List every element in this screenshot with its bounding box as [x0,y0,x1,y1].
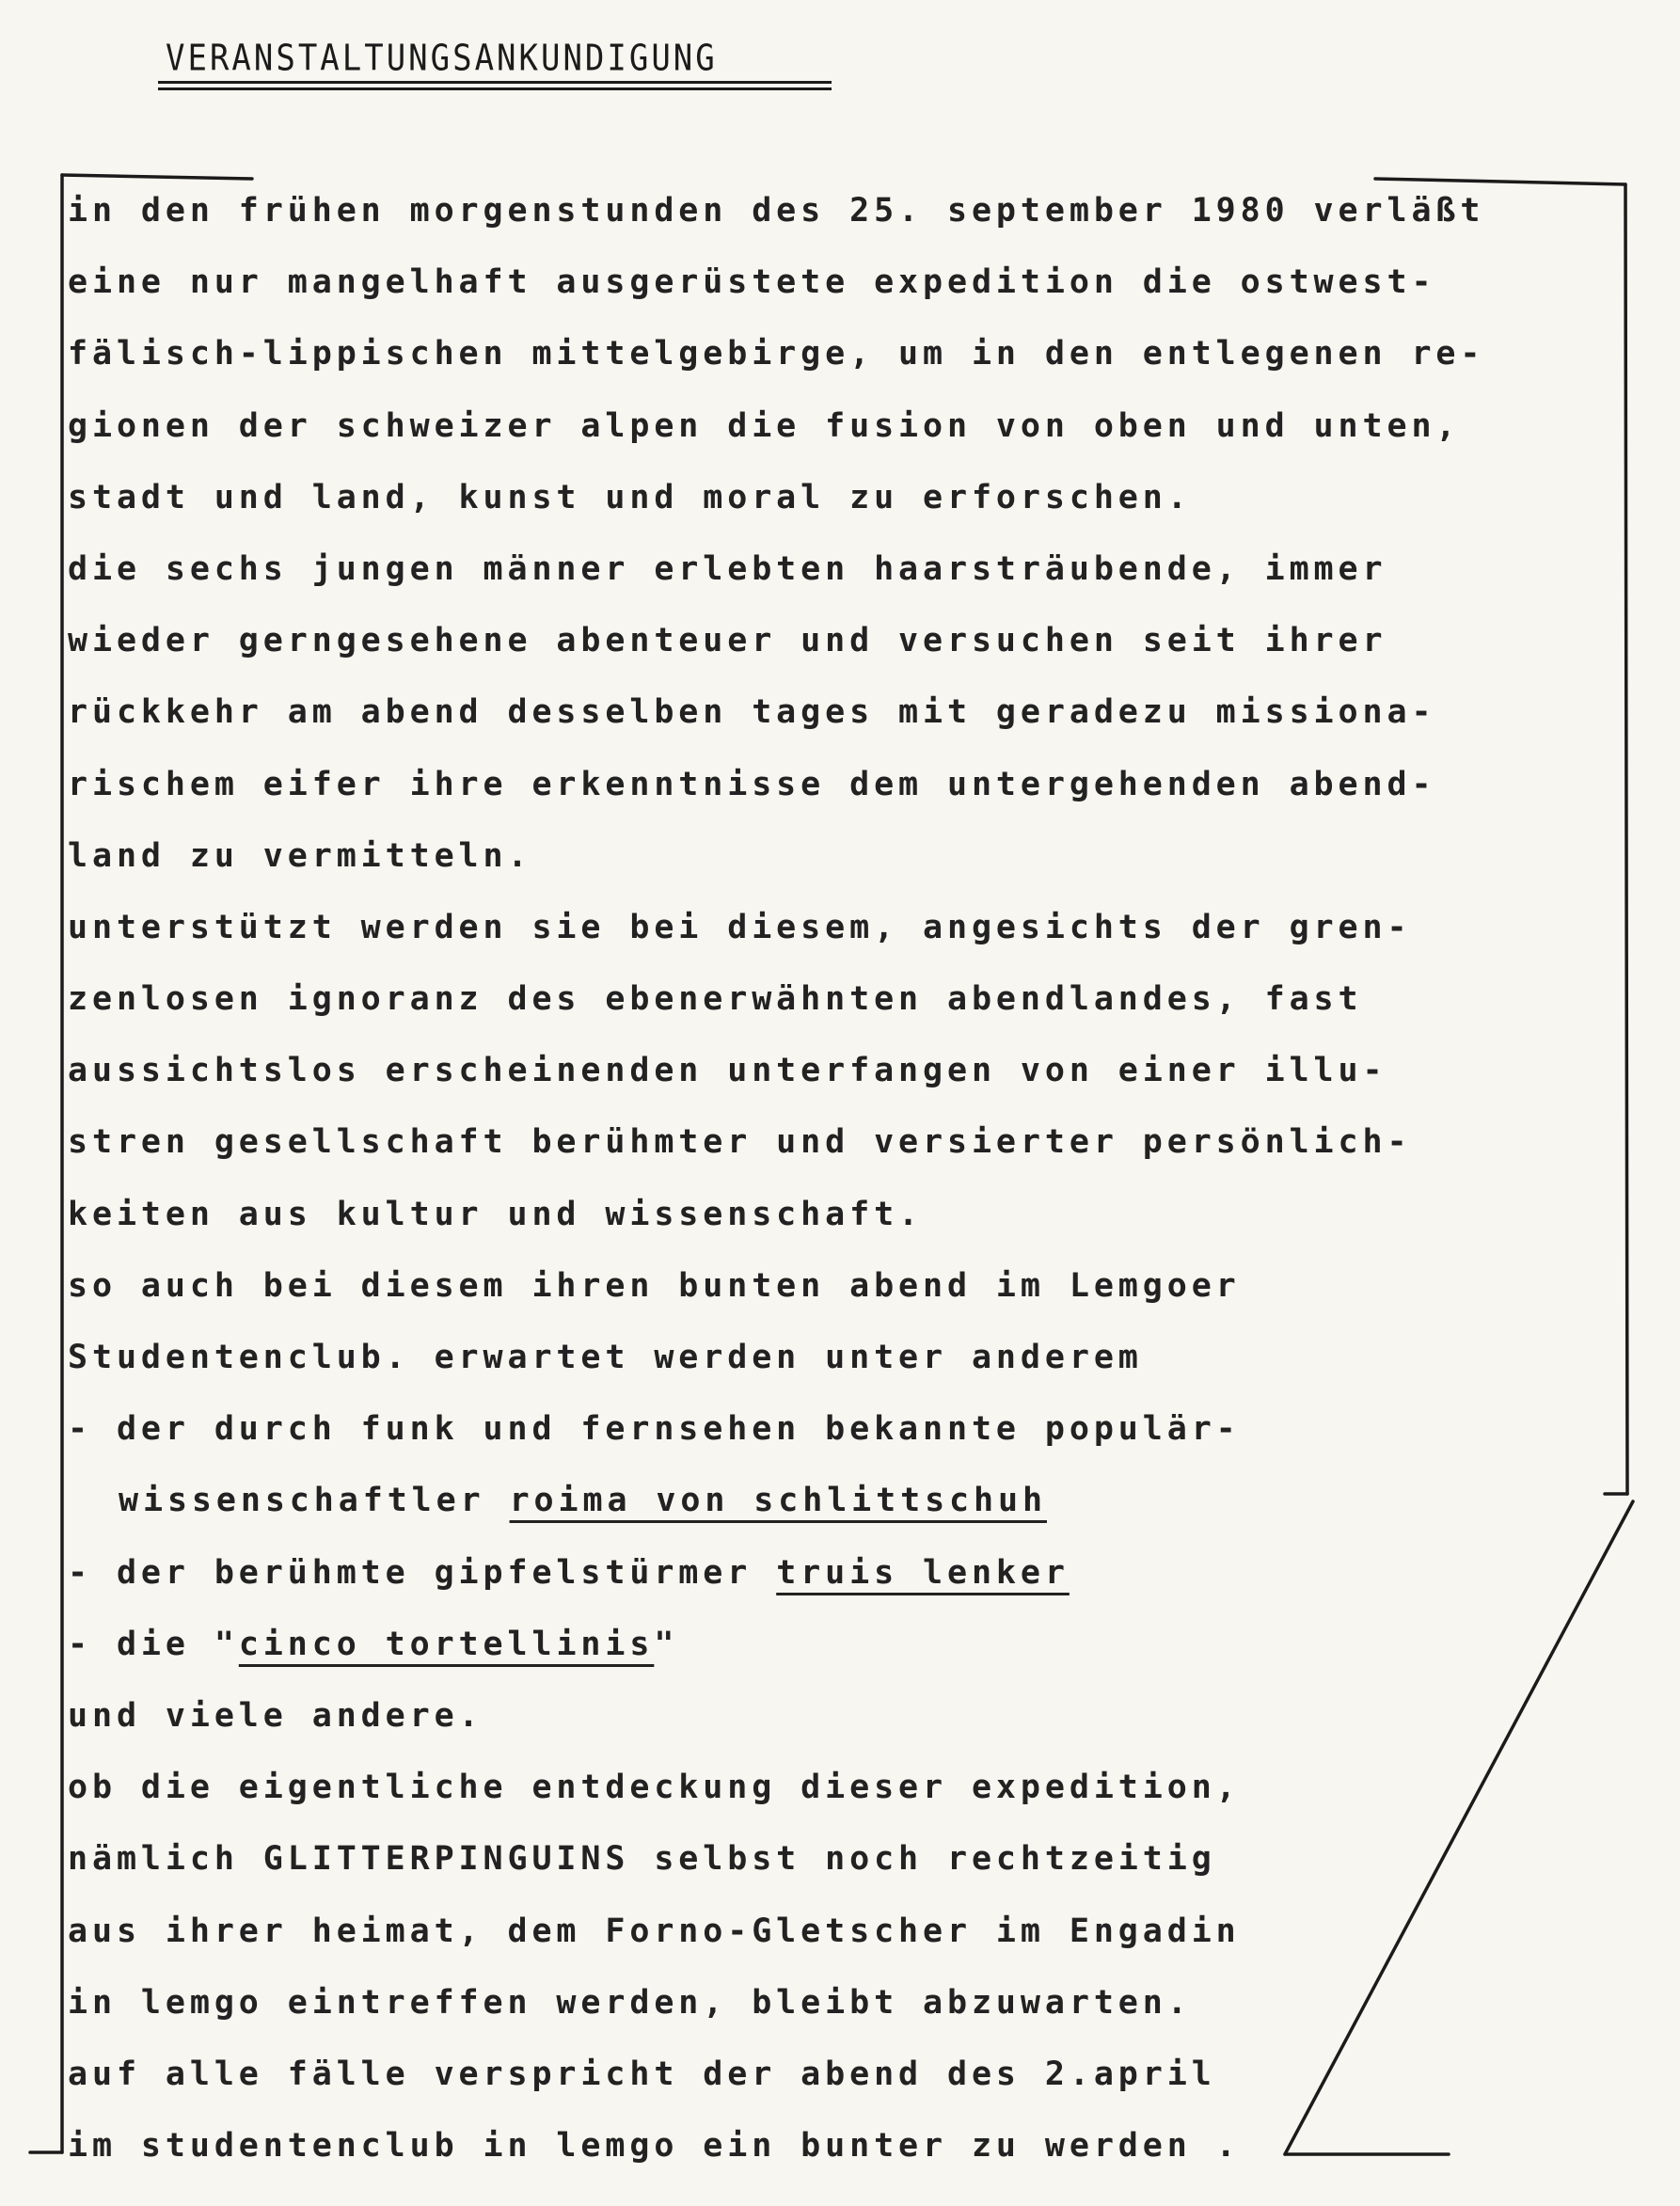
line-text: zenlosen ignoranz des ebenerwähnten abendlandes, fast [68,980,1363,1019]
line-text: die sechs jungen männer erlebten haarsträubende, immer [68,549,1387,588]
text-line [68,1179,1573,1250]
line-text: stren gesellschaft berühmter und versierter persönlich- [68,1123,1412,1162]
line-text: Studentenclub. erwartet werden unter anderem [68,1339,1143,1376]
line-text: - der durch funk und fernsehen bekannte populär- [68,1410,1241,1449]
line-text: ob die eigentliche entdeckung dieser expedition, [68,1769,1241,1807]
line-text: aussichtslos erscheinenden unterfangen von einer illu- [68,1052,1387,1090]
text-line [68,1823,1573,1895]
line-text: - die " [68,1625,239,1663]
text-line [68,2039,1573,2110]
line-text: stadt und land, kunst und moral zu erforschen. [68,478,1192,516]
text-line [68,2110,1573,2182]
document-heading: VERANSTALTUNGSANKUNDIGUNG [166,38,718,80]
text-line [68,963,1573,1035]
underlined-name: roima von schlittschuh [509,1482,1047,1520]
text-line [68,749,1573,820]
text-line [68,605,1573,676]
line-text: keiten aus kultur und wissenschaft. [68,1195,924,1233]
line-text: eine nur mangelhaft ausgerüstete expedition die ostwest- [68,263,1436,302]
text-line [68,820,1573,892]
underlined-name: cinco tortellinis [238,1625,655,1663]
text-line [68,1250,1573,1322]
line-text: so auch bei diesem ihren bunten abend im Lemgoer [68,1266,1241,1305]
line-text: nämlich GLITTERPINGUINS selbst noch rechtzeitig [68,1840,1216,1879]
text-line [68,1322,1573,1393]
text-line [68,676,1573,748]
line-text: - der berühmte gipfelstürmer [68,1553,777,1592]
text-line [68,462,1573,533]
line-text: fälisch-lippischen mittelgebirge, um in den entlegenen re- [68,335,1485,373]
text-line [68,1752,1573,1823]
line-text: in den frühen morgenstunden des 25. september 1980 verläßt [68,192,1485,230]
line-text: wieder gerngesehene abenteuer und versuchen seit ihrer [68,622,1387,660]
text-line [68,1537,1573,1609]
text-line [68,1609,1573,1680]
line-text: auf alle fälle verspricht der abend des 2.april [68,2055,1216,2093]
text-line [68,1393,1573,1465]
text-line [68,318,1573,389]
text-line [68,1465,1573,1536]
text-line [68,246,1573,318]
line-text: rischem eifer ihre erkenntnisse dem untergehenden abend- [68,765,1436,803]
line-text: wissenschaftler [119,1482,510,1520]
text-line [68,892,1573,963]
text-line [68,390,1573,462]
heading-underline-1 [158,81,832,84]
text-line [68,1106,1573,1178]
line-text: und viele andere. [68,1696,483,1735]
line-text: rückkehr am abend desselben tages mit geradezu missiona- [68,693,1436,732]
line-text: in lemgo eintreffen werden, bleibt abzuwarten. [68,1983,1192,2022]
text-line [68,1680,1573,1752]
heading-underline-2 [158,87,832,90]
line-text: im studentenclub in lemgo ein bunter zu werden . [68,2127,1241,2166]
text-line [68,1035,1573,1106]
text-line [68,1967,1573,2039]
text-line [68,175,1573,246]
line-suffix: " [654,1625,679,1663]
announcement-text [68,175,1573,2182]
line-text: unterstützt werden sie bei diesem, angesichts der gren- [68,908,1412,946]
text-line [68,1896,1573,1967]
line-text: gionen der schweizer alpen die fusion von oben und unten, [68,406,1461,445]
text-line [68,533,1573,605]
line-text: land zu vermitteln. [68,836,532,875]
line-text: aus ihrer heimat, dem Forno-Gletscher im Engadin [68,1912,1241,1950]
underlined-name: truis lenker [776,1553,1070,1592]
